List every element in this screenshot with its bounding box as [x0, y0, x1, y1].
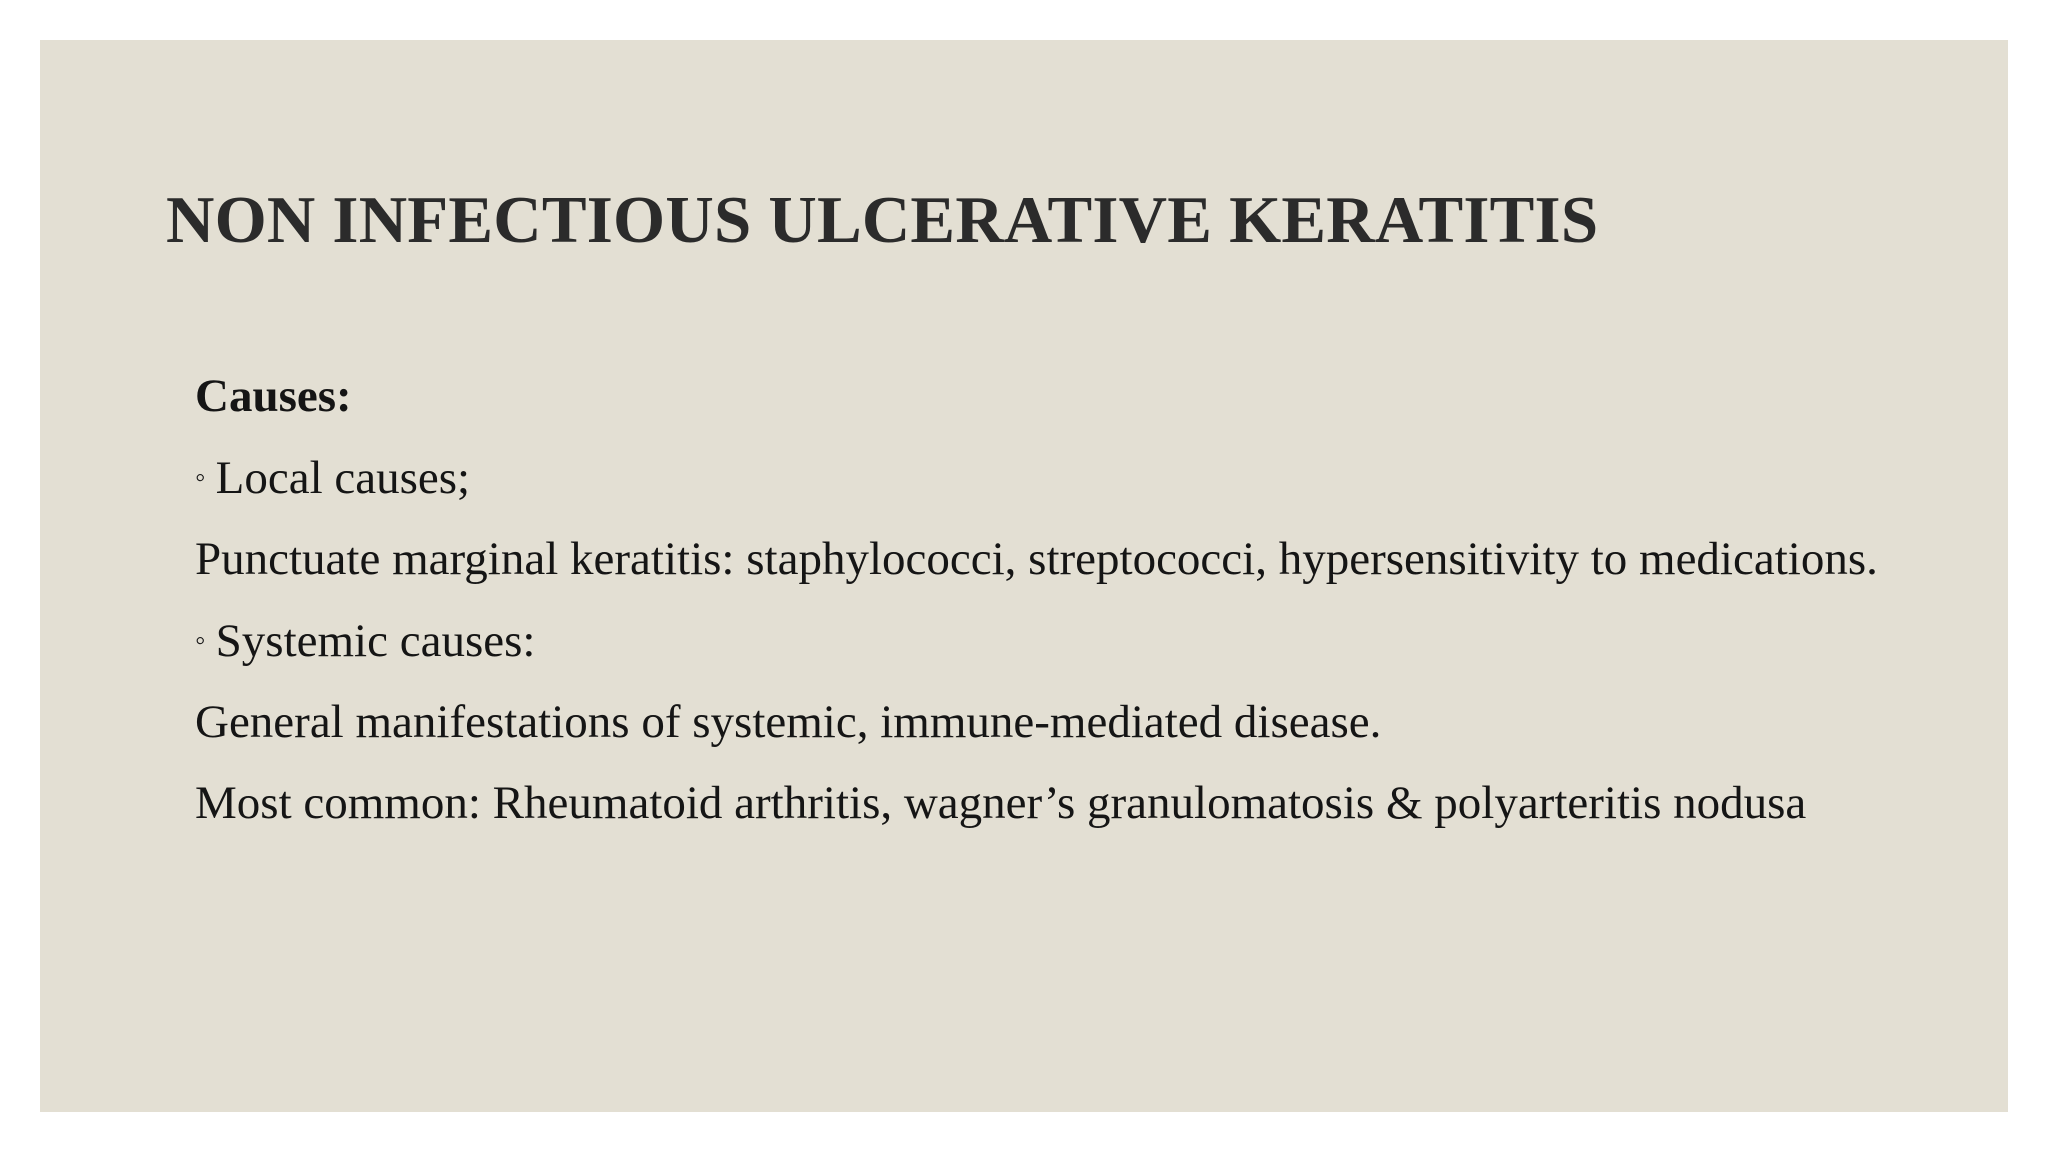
bullet-local-causes [195, 447, 1895, 509]
local-causes-detail: Punctuate marginal keratitis: staphylococci, streptococci, hypersensitivity to medications. [195, 533, 1878, 585]
causes-heading: Causes: [195, 370, 352, 422]
slide [40, 40, 2008, 1112]
bullet-marker: ◦ [195, 624, 206, 657]
slide-body [195, 366, 1895, 854]
most-common-detail: Most common: Rheumatoid arthritis, wagner’s granulomatosis & polyarteritis nodusa [195, 777, 1807, 829]
bullet-systemic-causes [195, 610, 1895, 672]
slide-title: NON INFECTIOUS ULCERATIVE KERATITIS [166, 183, 1599, 257]
bullet-systemic-causes-text: Systemic causes: [215, 615, 536, 667]
bullet-local-causes-text: Local causes; [215, 452, 471, 504]
bullet-marker: ◦ [195, 461, 206, 494]
systemic-causes-detail: General manifestations of systemic, immune-mediated disease. [195, 696, 1382, 748]
